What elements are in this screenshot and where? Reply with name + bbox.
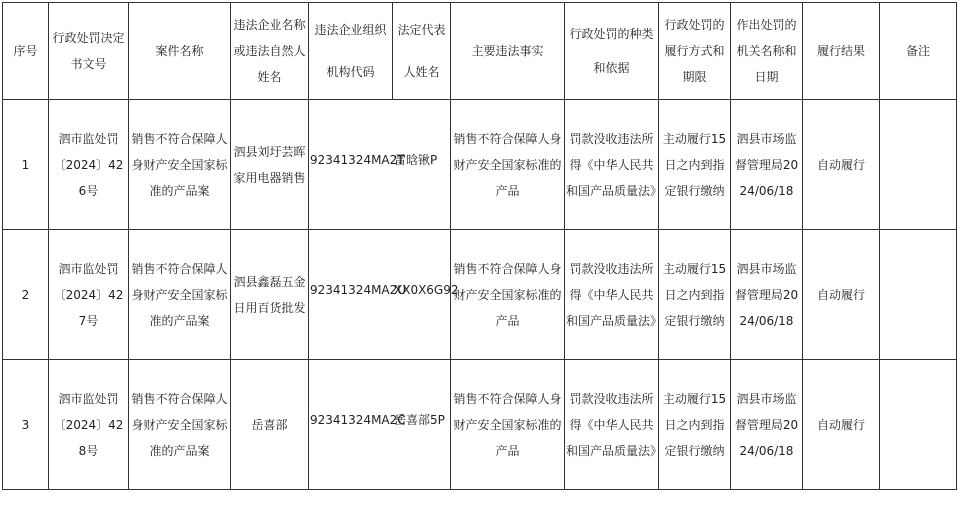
cell-facts: 销售不符合保障人身财产安全国家标准的产品 [451,230,565,360]
table-row [3,100,957,230]
cell-facts: 销售不符合保障人身财产安全国家标准的产品 [451,360,565,490]
org-code: 92341324MA2T [310,153,405,167]
header-authority: 作出处罚的机关名称和日期 [731,3,803,100]
cell-authority: 泗县市场监督管理局2024/06/18 [731,100,803,230]
org-code: 92341324MA2C [310,413,406,427]
cell-facts: 销售不符合保障人身财产安全国家标准的产品 [451,100,565,230]
table-row [3,360,957,490]
cell-penalty: 罚款没收违法所得《中华人民共和国产品质量法》 [565,100,659,230]
cell-authority: 泗县市场监督管理局2024/06/18 [731,360,803,490]
cell-case-name: 销售不符合保障人身财产安全国家标准的产品案 [129,360,231,490]
header-facts: 主要违法事实 [451,3,565,100]
header-row [3,3,957,100]
legal-rep: XX0X6G92 [394,283,459,297]
org-code: 92341324MA2U [310,283,407,297]
header-doc-no: 行政处罚决定书文号 [49,3,129,100]
cell-method: 主动履行15日之内到指定银行缴纳 [659,100,731,230]
header-party: 违法企业名称或违法自然人姓名 [231,3,309,100]
cell-org-code-and-rep [309,360,451,490]
cell-seq: 3 [3,360,49,490]
table-row [3,230,957,360]
cell-party: 岳喜部 [231,360,309,490]
header-remark: 备注 [880,3,957,100]
cell-result: 自动履行 [803,230,880,360]
cell-result: 自动履行 [803,100,880,230]
cell-doc-no: 泗市监处罚〔2024〕428号 [49,360,129,490]
cell-case-name: 销售不符合保障人身财产安全国家标准的产品案 [129,100,231,230]
cell-authority: 泗县市场监督管理局2024/06/18 [731,230,803,360]
cell-remark [880,230,957,360]
cell-seq: 2 [3,230,49,360]
header-case-name: 案件名称 [129,3,231,100]
header-seq: 序号 [3,3,49,100]
cell-doc-no: 泗市监处罚〔2024〕427号 [49,230,129,360]
cell-penalty: 罚款没收违法所得《中华人民共和国产品质量法》 [565,360,659,490]
cell-method: 主动履行15日之内到指定银行缴纳 [659,360,731,490]
header-result: 履行结果 [803,3,880,100]
header-method: 行政处罚的履行方式和期限 [659,3,731,100]
header-penalty: 行政处罚的种类和依据 [565,3,659,100]
cell-org-code-and-rep [309,230,459,360]
cell-remark [880,360,957,490]
cell-party: 泗县鑫磊五金日用百货批发 [231,230,309,360]
legal-rep: 雷晗锹P [394,153,438,167]
cell-seq: 1 [3,100,49,230]
cell-party: 泗县刘圩芸晖家用电器销售 [231,100,309,230]
legal-rep: 岳喜部5P [394,413,445,427]
cell-result: 自动履行 [803,360,880,490]
cell-org-code-and-rep [309,100,451,230]
cell-method: 主动履行15日之内到指定银行缴纳 [659,230,731,360]
penalty-table [2,2,957,490]
cell-case-name: 销售不符合保障人身财产安全国家标准的产品案 [129,230,231,360]
cell-penalty: 罚款没收违法所得《中华人民共和国产品质量法》 [565,230,659,360]
header-legal-rep: 法定代表人姓名 [393,3,451,100]
cell-doc-no: 泗市监处罚〔2024〕426号 [49,100,129,230]
header-org-code: 违法企业组织机构代码 [309,3,393,100]
cell-remark [880,100,957,230]
